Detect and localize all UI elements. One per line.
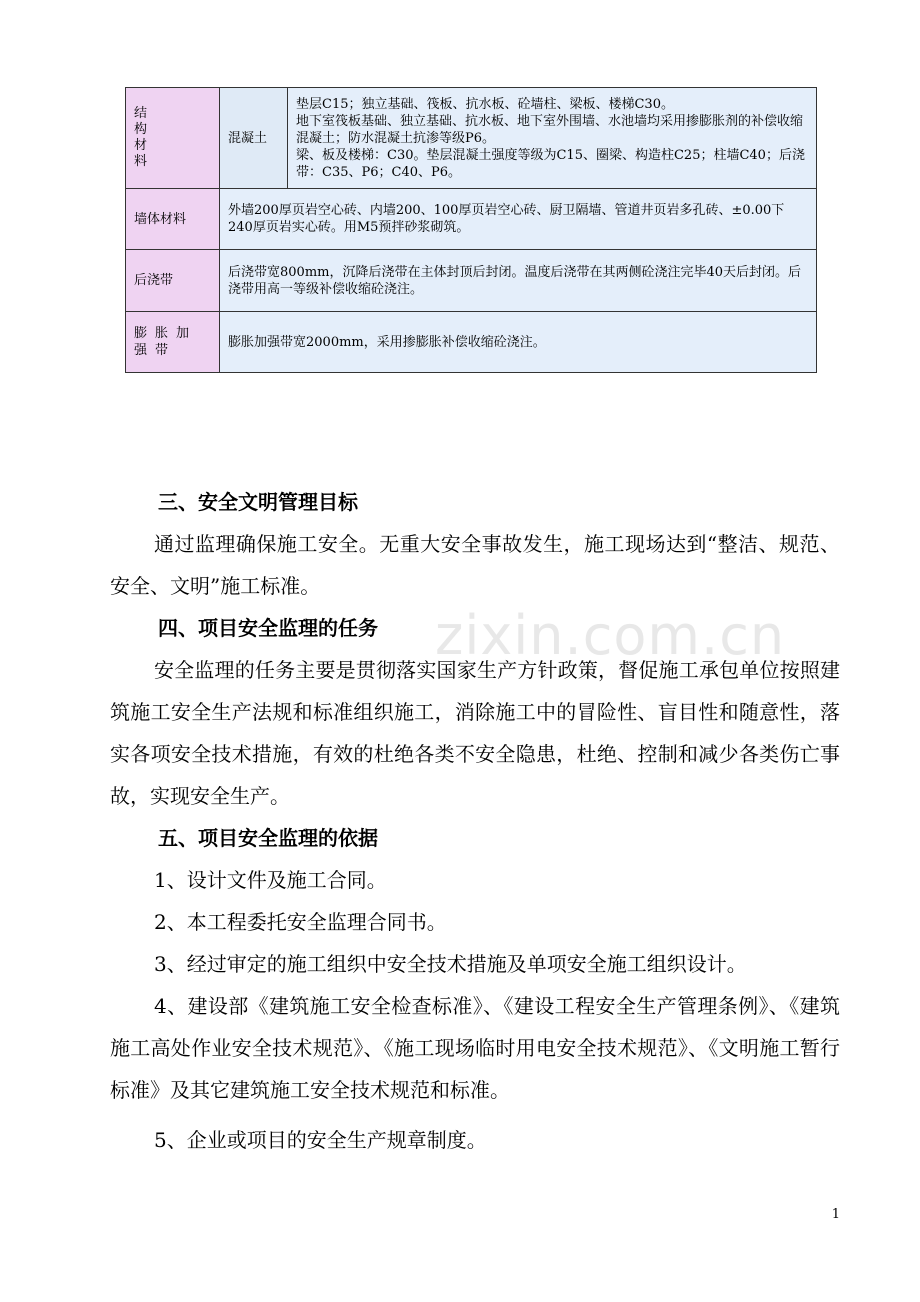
expansion-description: 膨胀加强带宽2000mm，采用掺膨胀补偿收缩砼浇注。 [220, 312, 817, 373]
document-body [110, 481, 840, 1161]
section-4-body: 安全监理的任务主要是贯彻落实国家生产方针政策，督促施工承包单位按照建筑施工安全生产法规和标准组织施工，消除施工中的冒险性、盲目性和随意性，落实各项安全技术措施，有效的杜绝各类不安全隐患，杜绝、控制和减少各类伤亡事故，实现安全生产。 [110, 658, 840, 808]
subcategory-concrete: 混凝土 [220, 88, 288, 189]
category-structural-materials: 结 构 材 料 [126, 88, 220, 189]
section-3-body: 通过监理确保施工安全。无重大安全事故发生，施工现场达到“整洁、规范、安全、文明”施工标准。 [110, 532, 840, 598]
basis-item-4: 4、建设部《建筑施工安全检查标准》、《建设工程安全生产管理条例》、《建筑施工高处作业安全技术规范》、《施工现场临时用电安全技术规范》、《文明施工暂行标准》及其它建筑施工安全技术规范和标准。 [110, 994, 840, 1102]
materials-table [125, 87, 817, 373]
section-4-heading: 四、项目安全监理的任务 [158, 616, 378, 640]
concrete-line-2: 地下室筏板基础、独立基础、抗水板、地下室外围墙、水池墙均采用掺膨胀剂的补偿收缩混凝土；防水混凝土抗渗等级P6。 [296, 113, 804, 146]
table-row-wall [126, 189, 817, 250]
basis-item-5: 5、企业或项目的安全生产规章制度。 [154, 1128, 487, 1152]
table-row-expansion [126, 312, 817, 373]
watermark: zixin.com.cn [435, 604, 786, 667]
table-row-concrete [126, 88, 817, 189]
section-5-heading: 五、项目安全监理的依据 [158, 826, 378, 850]
page-number: 1 [831, 1207, 840, 1222]
wall-description: 外墙200厚页岩空心砖、内墙200、100厚页岩空心砖、厨卫隔墙、管道井页岩多孔砖、±0.00下240厚页岩实心砖。用M5预拌砂浆砌筑。 [220, 189, 817, 250]
basis-item-1: 1、设计文件及施工合同。 [154, 868, 387, 892]
category-wall-materials: 墙体材料 [126, 189, 220, 250]
concrete-line-3: 梁、板及楼梯：C30。垫层混凝土强度等级为C15、圈梁、构造柱C25；柱墙C40；后浇带：C35、P6；C40、P6。 [296, 147, 805, 180]
section-3-heading: 三、安全文明管理目标 [158, 490, 358, 514]
concrete-line-1: 垫层C15；独立基础、筏板、抗水板、砼墙柱、梁板、楼梯C30。 [296, 96, 674, 112]
category-post-pour-strip: 后浇带 [126, 250, 220, 312]
basis-item-2: 2、本工程委托安全监理合同书。 [154, 910, 447, 934]
table-row-post-pour [126, 250, 817, 312]
post-pour-description: 后浇带宽800mm，沉降后浇带在主体封顶后封闭。温度后浇带在其两侧砼浇注完毕40天后封闭。后浇带用高一等级补偿收缩砼浇注。 [220, 250, 817, 312]
category-expansion-strip: 膨胀加强带 [126, 312, 220, 373]
concrete-description [288, 88, 817, 189]
basis-item-3: 3、经过审定的施工组织中安全技术措施及单项安全施工组织设计。 [154, 952, 747, 976]
